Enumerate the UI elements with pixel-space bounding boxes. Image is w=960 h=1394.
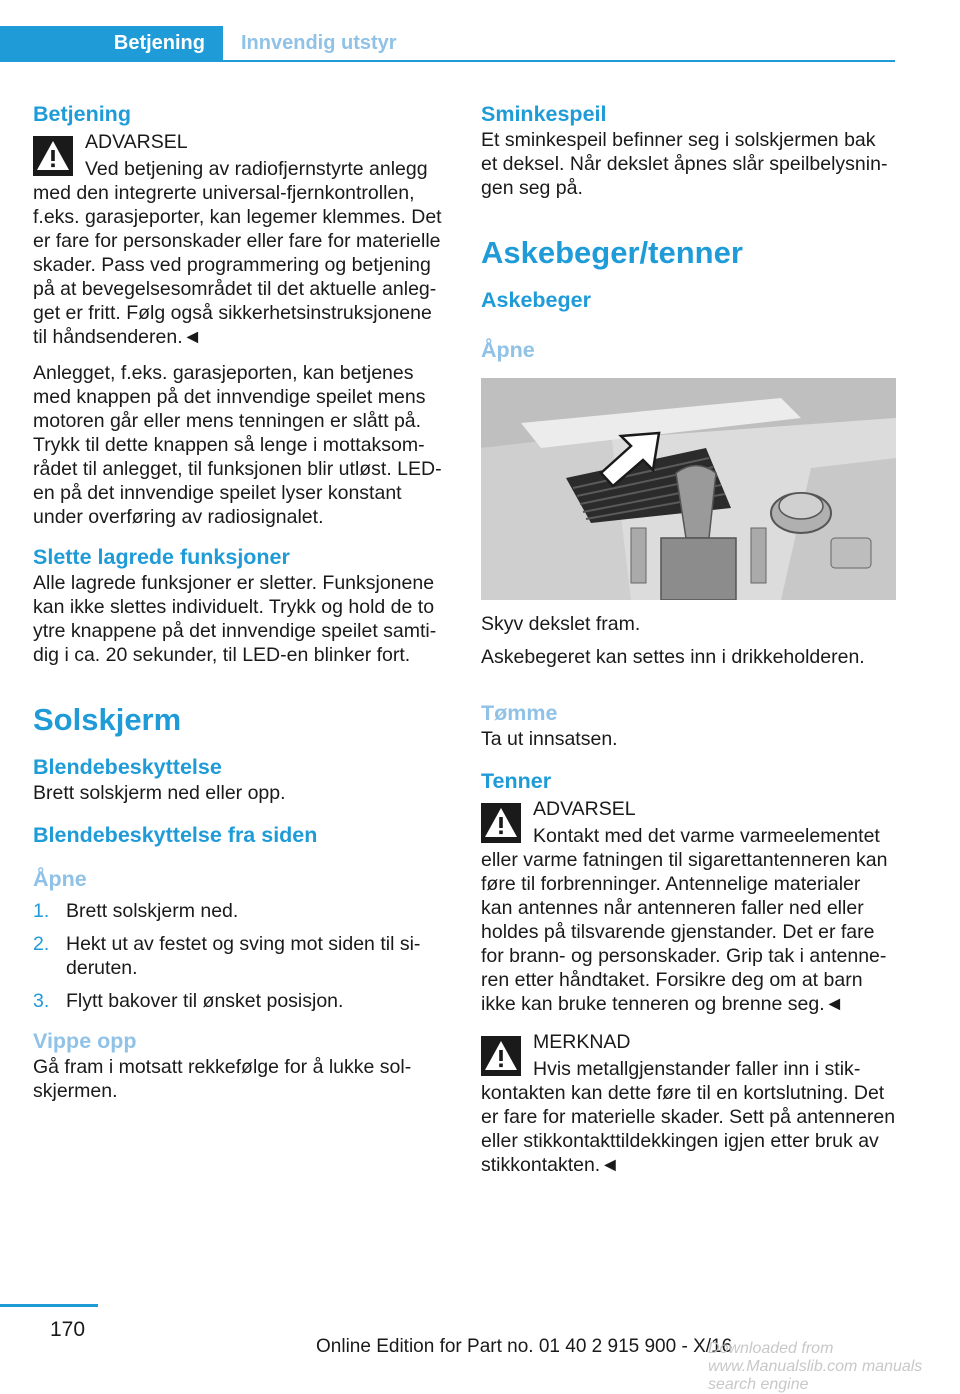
heading-solskjerm: Solskjerm: [33, 702, 182, 737]
notice-block: [481, 1030, 897, 1177]
right-column: [481, 100, 897, 1177]
heading-sminke: Sminkespeil: [481, 102, 607, 126]
footer-rule: [0, 1304, 98, 1307]
ashtray-drawing: [481, 378, 896, 600]
warning-triangle-icon: [481, 803, 521, 843]
ashtray-illustration: [481, 378, 896, 600]
step-text: Flytt bakover til ønsket posisjon.: [66, 990, 344, 1012]
warning-title: ADVARSEL: [85, 131, 188, 153]
paragraph-askebeger: Askebegeret kan settes inn i drikkeholderen.: [481, 646, 865, 668]
step-number: 2.: [33, 933, 50, 955]
heading-blende: Blendebeskyttelse: [33, 755, 222, 779]
notice-triangle-icon: [481, 1036, 521, 1076]
warning-block: [481, 797, 897, 1016]
warning-title: ADVARSEL: [533, 798, 636, 820]
warning-triangle-icon: [33, 136, 73, 176]
heading-askebeger-tenner: Askebeger/tenner: [481, 235, 743, 270]
step-text: Hekt ut av festet og sving mot siden til sideruten.: [66, 933, 421, 979]
warning-text: Ved betjening av radiofjernstyrte anlegg med den integrerte universal-fjernkontrollen, f.eks. garasjeporter, kan legemer klemmes. Det er fare for personskader eller fare for materielle skader. Pass ved programmering og betjening på at bevegelsesområdet til det aktuelle anlegget er fritt. Følg også sikkerhetsinstruksjonene til håndsenderen.◄: [33, 158, 442, 348]
list-item: [33, 899, 448, 923]
heading-vippe: Vippe opp: [33, 1029, 137, 1053]
paragraph-tomme: Ta ut innsatsen.: [481, 728, 618, 750]
header-tab-section: Betjening: [0, 26, 223, 60]
list-item: [33, 989, 448, 1013]
warning-text: Kontakt med det varme varmeelementet eller varme fatningen til sigarettantenneren kan føre til forbrenninger. Antennelige materialer kan antennes når antenneren faller ned eller holdes på tilsvarende gjenstander. Det er fare for brann- og personskader. Grip tak i antenneren etter håndtaket. Forsikre deg om at barn ikke kan bruke tenneren og brenne seg.◄: [481, 825, 888, 1015]
heading-slette: Slette lagrede funksjoner: [33, 545, 290, 569]
paragraph-skyv: Skyv dekslet fram.: [481, 613, 641, 635]
steps-list: [33, 899, 448, 1013]
step-number: 3.: [33, 990, 50, 1012]
paragraph-sminke: Et sminkespeil befinner seg i solskjermen bak et deksel. Når dekslet åpnes slår speilbelysningen seg på.: [481, 129, 888, 199]
paragraph-operation: Anlegget, f.eks. garasjeporten, kan betjenes med knappen på det innvendige speilet mens motoren går eller mens tenningen er slått på. Trykk til dette knappen så lenge i mottaksområdet til anlegget, til funksjonen blir utløst. LED-en på det innvendige speilet lyser konstant under overføring av radiosignalet.: [33, 362, 442, 528]
list-item: [33, 932, 448, 980]
warning-block: [33, 130, 448, 349]
step-number: 1.: [33, 900, 50, 922]
step-text: Brett solskjerm ned.: [66, 900, 239, 922]
heading-askebeger: Askebeger: [481, 288, 591, 312]
header-rule: [0, 60, 895, 62]
notice-text: Hvis metallgjenstander faller inn i stikkontakten kan dette føre til en kortslutning. Det er fare for materielle skader. Sett på antenneren eller stikkontakttildekkingen igjen etter bruk av stikkontakten.◄: [481, 1058, 896, 1176]
paragraph-blende: Brett solskjerm ned eller opp.: [33, 782, 286, 804]
footer-edition: Online Edition for Part no. 01 40 2 915 900 - X/16: [316, 1336, 733, 1357]
paragraph-slette: Alle lagrede funksjoner er sletter. Funksjonene kan ikke slettes individuelt. Trykk og hold de to ytre knappene på det innvendige speilet samtidig i ca. 20 sekunder, til LED-en blinker fort.: [33, 572, 437, 666]
heading-apne-askebeger: Åpne: [481, 338, 535, 362]
page-header: [0, 26, 895, 62]
footer-watermark: Downloaded from www.Manualslib.com manuals search engine: [708, 1340, 923, 1393]
left-column: [33, 100, 448, 1103]
heading-tomme: Tømme: [481, 701, 558, 725]
heading-betjening: Betjening: [33, 102, 131, 126]
header-tab-chapter: Innvendig utstyr: [241, 31, 397, 54]
notice-title: MERKNAD: [533, 1031, 631, 1053]
heading-apne: Åpne: [33, 867, 87, 891]
paragraph-vippe: Gå fram i motsatt rekkefølge for å lukke solskjermen.: [33, 1056, 412, 1102]
heading-tenner: Tenner: [481, 769, 552, 793]
heading-blende-side: Blendebeskyttelse fra siden: [33, 823, 318, 847]
page-number: 170: [50, 1318, 86, 1341]
